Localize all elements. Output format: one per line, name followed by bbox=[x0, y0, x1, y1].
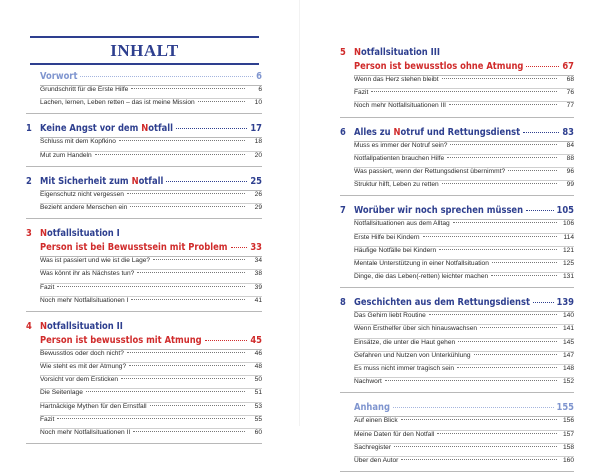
entry-title: Es muss nicht immer tragisch sein bbox=[354, 365, 455, 372]
page-number: 155 bbox=[556, 402, 574, 414]
page-number: 141 bbox=[562, 325, 574, 333]
entry-title: Bezieht andere Menschen ein bbox=[40, 203, 128, 211]
entry-title: Was ist passiert und wie ist die Lage? bbox=[40, 257, 151, 265]
toc-entry[interactable] bbox=[354, 364, 574, 377]
page-number: 114 bbox=[563, 233, 574, 241]
toc-entry[interactable] bbox=[40, 388, 262, 401]
chapter-title-part: Alles zu bbox=[354, 126, 394, 138]
page-number: 6 bbox=[258, 86, 262, 93]
chapter-title-part: otfallsituation I bbox=[47, 228, 120, 240]
chapter-number: 1 bbox=[26, 123, 32, 135]
chapter-subtitle-text: Person ist bei Bewusstsein mit Problem bbox=[40, 242, 228, 254]
toc-entry[interactable] bbox=[40, 415, 262, 428]
leader-dots bbox=[371, 91, 557, 92]
entry-title: Mut zum Handeln bbox=[40, 151, 92, 159]
leader-dots bbox=[137, 272, 245, 273]
leader-dots bbox=[153, 259, 245, 260]
entry-title: Erste Hilfe bei Kindern bbox=[354, 233, 420, 241]
leader-dots bbox=[127, 193, 245, 194]
entry-title: Häufige Notfälle bei Kindern bbox=[354, 246, 437, 254]
leader-dots bbox=[131, 88, 245, 89]
chapter-title bbox=[40, 228, 120, 239]
entry-title: Wenn Ersthelfer über sich hinauswachsen bbox=[354, 325, 478, 333]
chapter-heading[interactable] bbox=[26, 228, 262, 242]
leader-dots bbox=[127, 352, 245, 353]
chapter-number: 5 bbox=[340, 47, 346, 58]
chapter-title: Worüber wir noch sprechen müssen bbox=[354, 205, 524, 217]
toc-entry[interactable] bbox=[354, 88, 574, 101]
notfall-red-letter: N bbox=[354, 47, 361, 58]
page-number: 105 bbox=[556, 205, 574, 217]
toc-entry[interactable] bbox=[40, 402, 262, 415]
toc-entry[interactable] bbox=[354, 180, 574, 193]
page-number: 10 bbox=[254, 99, 262, 107]
leader-dots bbox=[394, 446, 557, 447]
page-number: 147 bbox=[562, 351, 574, 359]
toc-entry[interactable] bbox=[40, 296, 262, 309]
entry-title: Wenn das Herz stehen bleibt bbox=[354, 76, 439, 83]
leader-dots bbox=[450, 144, 557, 145]
chapter-title bbox=[354, 47, 440, 58]
leader-dots bbox=[442, 183, 557, 184]
page-number: 99 bbox=[566, 181, 574, 189]
toc-entry[interactable] bbox=[354, 141, 574, 154]
left-page bbox=[0, 0, 300, 436]
leader-dots bbox=[437, 433, 557, 434]
chapter-subtitle[interactable] bbox=[40, 335, 262, 349]
entry-title: Noch mehr Notfallsituationen II bbox=[40, 429, 131, 436]
entry-title: Muss es immer der Notruf sein? bbox=[354, 141, 448, 149]
toc-entry[interactable] bbox=[354, 246, 574, 259]
chapter-6 bbox=[340, 127, 574, 197]
leader-dots bbox=[198, 101, 245, 102]
toc-entry[interactable] bbox=[354, 456, 574, 469]
chapter-heading[interactable] bbox=[26, 321, 262, 335]
heading-vorwort-text: Vorwort bbox=[40, 71, 78, 82]
entry-title: Sachregister bbox=[354, 443, 392, 451]
toc-entry[interactable] bbox=[40, 190, 262, 203]
toc-entry[interactable] bbox=[40, 269, 262, 282]
chapter-title-part: otfallsituation III bbox=[361, 47, 441, 58]
chapter-title-part: otruf und Rettungsdienst bbox=[400, 126, 521, 138]
heading-vorwort[interactable] bbox=[40, 71, 262, 85]
leader-dots bbox=[385, 380, 557, 381]
leader-dots bbox=[205, 340, 248, 341]
toc-entry[interactable] bbox=[354, 154, 574, 167]
toc-entry[interactable] bbox=[354, 377, 574, 390]
right-page bbox=[300, 0, 600, 464]
chapter-subtitle-text: Person ist bewusstlos ohne Atmung bbox=[354, 61, 524, 72]
chapter-title-part: otfall bbox=[138, 175, 164, 187]
heading-anhang[interactable] bbox=[354, 402, 574, 416]
heading-anhang-text: Anhang bbox=[354, 402, 390, 414]
page-number: 48 bbox=[254, 363, 262, 371]
page-number: 145 bbox=[562, 338, 574, 346]
page-number: 50 bbox=[254, 376, 262, 384]
page-number: 83 bbox=[562, 126, 574, 138]
right-column bbox=[340, 47, 574, 472]
chapter-heading[interactable] bbox=[340, 297, 574, 311]
page-number: 158 bbox=[562, 443, 574, 451]
chapter-subtitle[interactable] bbox=[354, 61, 574, 75]
toc-entry[interactable] bbox=[354, 430, 574, 443]
chapter-5 bbox=[340, 47, 574, 118]
leader-dots bbox=[57, 418, 245, 419]
entry-title: Bewusstlos oder doch nicht? bbox=[40, 349, 124, 357]
page-number: 77 bbox=[566, 102, 574, 110]
toc-entry[interactable] bbox=[40, 98, 262, 111]
page-number: 26 bbox=[254, 190, 262, 198]
toc-entry[interactable] bbox=[354, 416, 574, 429]
page-number: 17 bbox=[250, 123, 262, 135]
chapter-heading[interactable] bbox=[340, 205, 574, 219]
chapter-number: 2 bbox=[26, 175, 32, 187]
page-number: 160 bbox=[562, 456, 574, 464]
leader-dots bbox=[480, 327, 557, 328]
toc-entry[interactable] bbox=[40, 428, 262, 441]
toc-entry[interactable] bbox=[40, 375, 262, 388]
chapter-7 bbox=[340, 205, 574, 288]
entry-title: Noch mehr Notfallsituationen I bbox=[40, 296, 129, 304]
chapter-title bbox=[40, 123, 173, 134]
toc-entry[interactable] bbox=[40, 362, 262, 375]
page-number: 67 bbox=[562, 61, 574, 72]
chapter-heading[interactable] bbox=[340, 47, 574, 61]
notfall-red-letter: N bbox=[131, 175, 139, 187]
page-number: 88 bbox=[566, 154, 574, 162]
toc-entry[interactable] bbox=[354, 338, 574, 351]
leader-dots bbox=[231, 247, 248, 248]
leader-dots bbox=[508, 170, 557, 171]
page-number: 106 bbox=[562, 220, 574, 228]
leader-dots bbox=[130, 206, 245, 207]
leader-dots bbox=[423, 236, 557, 237]
chapter-title-part: otfallsituation II bbox=[47, 320, 123, 332]
entry-title: Hartnäckige Mythen für den Ernstfall bbox=[40, 402, 147, 410]
notfall-red-letter: N bbox=[141, 123, 149, 135]
leader-dots bbox=[166, 181, 247, 182]
toc-entry[interactable] bbox=[40, 283, 262, 296]
toc-entry[interactable] bbox=[40, 137, 262, 150]
leader-dots bbox=[523, 132, 559, 133]
notfall-red-letter: N bbox=[40, 228, 47, 240]
chapter-heading[interactable] bbox=[26, 123, 262, 137]
leader-dots bbox=[401, 459, 557, 460]
entry-title: Das Gehirn liebt Routine bbox=[354, 312, 426, 320]
chapter-heading[interactable] bbox=[26, 176, 262, 190]
leader-dots bbox=[533, 302, 554, 303]
chapter-number: 7 bbox=[340, 205, 346, 217]
toc-entry[interactable] bbox=[354, 219, 574, 232]
page-number: 51 bbox=[254, 389, 262, 397]
toc-entry[interactable] bbox=[40, 203, 262, 216]
entry-title: Auf einen Blick bbox=[354, 417, 398, 425]
toc-entry[interactable] bbox=[354, 311, 574, 324]
entry-title: Notfallsituationen aus dem Alltag bbox=[354, 220, 450, 228]
entry-title: Struktur hilft, Leben zu retten bbox=[354, 181, 439, 189]
leader-dots bbox=[447, 157, 557, 158]
page-number: 68 bbox=[566, 76, 574, 83]
chapter-title-part: Mit Sicherheit zum bbox=[40, 175, 132, 187]
leader-dots bbox=[491, 275, 557, 276]
chapter-number: 8 bbox=[340, 297, 346, 309]
page-number: 20 bbox=[254, 151, 262, 159]
entry-title: Was könnt ihr als Nächstes tun? bbox=[40, 270, 135, 278]
page-number: 139 bbox=[556, 297, 574, 309]
leader-dots bbox=[449, 104, 557, 105]
page-number: 131 bbox=[562, 273, 574, 281]
toc-title-box bbox=[30, 36, 259, 65]
entry-title: Schluss mit dem Kopfkino bbox=[40, 138, 116, 146]
page-number: 29 bbox=[254, 203, 262, 211]
leader-dots bbox=[129, 365, 245, 366]
toc-entry[interactable] bbox=[354, 259, 574, 272]
toc-entry[interactable] bbox=[354, 101, 574, 114]
entry-title: Einsätze, die unter die Haut gehen bbox=[354, 338, 456, 346]
toc-entry[interactable] bbox=[354, 443, 574, 456]
entry-title: Grundschritt für die Erste Hilfe bbox=[40, 86, 129, 93]
entry-title: Wie steht es mit der Atmung? bbox=[40, 363, 127, 371]
toc-entry[interactable] bbox=[354, 75, 574, 88]
section-anhang bbox=[340, 402, 574, 472]
page-number: 96 bbox=[566, 167, 574, 175]
page-number: 157 bbox=[562, 430, 574, 438]
leader-dots bbox=[150, 405, 245, 406]
section-vorwort bbox=[26, 71, 262, 114]
entry-title: Über den Autor bbox=[354, 456, 399, 464]
leader-dots bbox=[453, 222, 557, 223]
page-number: 34 bbox=[254, 257, 262, 265]
entry-title: Was passiert, wenn der Rettungsdienst übernimmt? bbox=[354, 167, 506, 175]
page-number: 53 bbox=[254, 402, 262, 410]
entry-title: Meine Daten für den Notfall bbox=[354, 430, 435, 438]
leader-dots bbox=[80, 76, 253, 77]
chapter-2 bbox=[26, 176, 262, 219]
leader-dots bbox=[442, 78, 557, 79]
toc-entry[interactable] bbox=[354, 167, 574, 180]
chapter-number: 6 bbox=[340, 126, 346, 138]
page-number: 76 bbox=[566, 89, 574, 97]
notfall-red-letter: N bbox=[40, 320, 47, 332]
chapter-title bbox=[40, 176, 163, 187]
chapter-heading[interactable] bbox=[340, 127, 574, 141]
page-number: 152 bbox=[562, 378, 574, 386]
entry-title: Vorsicht vor dem Ersticken bbox=[40, 376, 119, 384]
chapter-3 bbox=[26, 228, 262, 312]
chapter-title-part: Keine Angst vor dem bbox=[40, 123, 142, 135]
chapter-number: 3 bbox=[26, 228, 32, 240]
toc-entry[interactable] bbox=[40, 85, 262, 98]
leader-dots bbox=[176, 128, 247, 129]
toc-entry[interactable] bbox=[354, 324, 574, 337]
notfall-red-letter: N bbox=[393, 126, 401, 138]
entry-title: Noch mehr Notfallsituationen III bbox=[354, 102, 446, 110]
leader-dots bbox=[133, 431, 245, 432]
page-number: 156 bbox=[562, 417, 574, 425]
toc-entry[interactable] bbox=[40, 256, 262, 269]
page-number: 60 bbox=[254, 429, 262, 436]
page-number: 18 bbox=[254, 138, 262, 146]
leader-dots bbox=[131, 299, 245, 300]
entry-title: Eigenschutz nicht vergessen bbox=[40, 190, 124, 198]
chapter-8 bbox=[340, 297, 574, 393]
entry-title: Die Seitenlage bbox=[40, 389, 83, 397]
entry-title: Lachen, lernen, Leben retten – das ist meine Mission bbox=[40, 99, 195, 107]
page-number: 121 bbox=[562, 246, 574, 254]
page-number: 41 bbox=[254, 296, 262, 304]
chapter-title bbox=[354, 127, 520, 138]
leader-dots bbox=[474, 354, 557, 355]
page-number: 46 bbox=[254, 349, 262, 357]
page-number: 45 bbox=[250, 334, 262, 346]
page-number: 140 bbox=[562, 312, 574, 320]
toc-entry[interactable] bbox=[40, 349, 262, 362]
entry-title: Nachwort bbox=[354, 378, 382, 386]
chapter-title bbox=[40, 321, 123, 332]
toc-entry[interactable] bbox=[354, 351, 574, 364]
chapter-subtitle-text: Person ist bewusstlos mit Atmung bbox=[40, 334, 202, 346]
page-number: 125 bbox=[562, 259, 574, 267]
leader-dots bbox=[121, 378, 245, 379]
leader-dots bbox=[86, 391, 245, 392]
leader-dots bbox=[429, 314, 557, 315]
leader-dots bbox=[401, 419, 557, 420]
chapter-title: Geschichten aus dem Rettungsdienst bbox=[354, 297, 530, 309]
left-column bbox=[26, 36, 262, 444]
entry-title: Notfallpatienten brauchen Hilfe bbox=[354, 154, 445, 162]
page-number: 6 bbox=[256, 71, 262, 82]
leader-dots bbox=[458, 341, 557, 342]
toc-title: INHALT bbox=[110, 40, 179, 60]
toc-entry[interactable] bbox=[354, 272, 574, 285]
leader-dots bbox=[57, 286, 245, 287]
chapter-number: 4 bbox=[26, 320, 32, 332]
entry-title: Dinge, die das Leben(-retten) leichter machen bbox=[354, 273, 489, 281]
chapter-title-part: otfall bbox=[148, 123, 173, 135]
toc-entry[interactable] bbox=[40, 151, 262, 164]
leader-dots bbox=[492, 262, 557, 263]
page-number: 38 bbox=[254, 270, 262, 278]
entry-title: Fazit bbox=[40, 415, 55, 423]
chapter-1 bbox=[26, 123, 262, 166]
page-number: 55 bbox=[254, 415, 262, 423]
leader-dots bbox=[393, 407, 554, 408]
leader-dots bbox=[526, 210, 553, 211]
toc-entry[interactable] bbox=[354, 233, 574, 246]
chapter-subtitle[interactable] bbox=[40, 242, 262, 256]
entry-title: Gefahren und Nutzen von Unterkühlung bbox=[354, 351, 471, 359]
entry-title: Fazit bbox=[354, 89, 369, 97]
leader-dots bbox=[457, 367, 557, 368]
entry-title: Mentale Unterstützung in einer Notfallsituation bbox=[354, 259, 489, 267]
leader-dots bbox=[526, 66, 559, 67]
page-number: 148 bbox=[562, 365, 574, 372]
leader-dots bbox=[439, 249, 557, 250]
entry-title: Fazit bbox=[40, 283, 55, 291]
leader-dots bbox=[95, 154, 245, 155]
leader-dots bbox=[119, 140, 245, 141]
page-number: 25 bbox=[250, 175, 262, 187]
page-number: 84 bbox=[566, 141, 574, 149]
page-number: 39 bbox=[254, 283, 262, 291]
page-number: 33 bbox=[250, 242, 262, 254]
